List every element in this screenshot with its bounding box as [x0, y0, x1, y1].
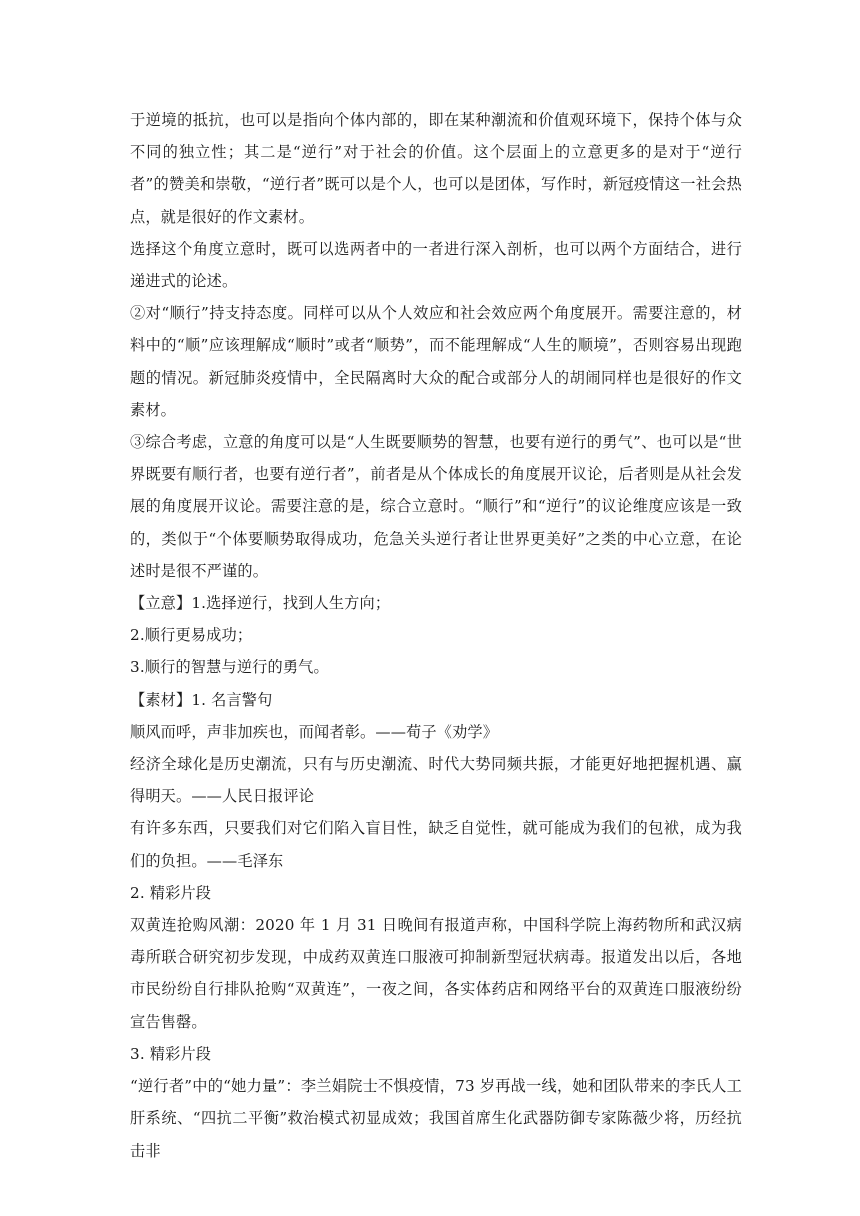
- paragraph-angle-choice: 选择这个角度立意时，既可以选两者中的一者进行深入剖析，也可以两个方面结合，进行递进式的论述。: [130, 239, 742, 291]
- paragraph-shunxing-support: ②对“顺行”持支持态度。同样可以从个人效应和社会效应两个角度展开。需要注意的，材料中的“顺”应该理解成“顺时”或者“顺势”，而不能理解成“人生的顺境”，否则容易出现跑题的情况。新冠肺炎疫情中，全民隔离时大众的配合或部分人的胡闹同样也是很好的作文素材。: [130, 304, 742, 419]
- quote-mao: 有许多东西，只要我们对它们陷入盲目性，缺乏自觉性，就可能成为我们的包袱，成为我们的负担。——毛泽东: [130, 819, 742, 870]
- heading-sucai-quotes: 【素材】1. 名言警句: [130, 690, 273, 709]
- document-body: [130, 104, 742, 1167]
- heading-excerpt-3: 3. 精彩片段: [130, 1044, 212, 1063]
- paragraph-liyi-1: 【立意】1.选择逆行，找到人生方向；: [130, 594, 391, 613]
- paragraph-liyi-3: 3.顺行的智慧与逆行的勇气。: [130, 658, 329, 677]
- paragraph-shuanghuanglian: 双黄连抢购风潮：2020 年 1 月 31 日晚间有报道声称，中国科学院上海药物所和武汉病毒所联合研究初步发现，中成药双黄连口服液可抑制新型冠状病毒。报道发出以后，各地市民纷纷自行排队抢购“双黄连”，一夜之间，各实体药店和网络平台的双黄连口服液纷纷宣告售罄。: [130, 916, 742, 1031]
- quote-renmin-ribao: 经济全球化是历史潮流，只有与历史潮流、时代大势同频共振，才能更好地把握机遇、赢得明天。——人民日报评论: [130, 755, 742, 806]
- paragraph-combined: ③综合考虑，立意的角度可以是“人生既要顺势的智慧，也要有逆行的勇气”、也可以是“世界既要有顺行者，也要有逆行者”，前者是从个体成长的角度展开议论，后者则是从社会发展的角度展开议论。需要注意的是，综合立意时。“顺行”和“逆行”的议论维度应该是一致的，类似于“个体要顺势取得成功，危急关头逆行者让世界更美好”之类的中心立意，在论述时是很不严谨的。: [130, 433, 742, 580]
- paragraph-liyi-2: 2.顺行更易成功；: [130, 626, 253, 645]
- paragraph-niexing-value: 于逆境的抵抗，也可以是指向个体内部的，即在某种潮流和价值观环境下，保持个体与众不同的独立性；其二是“逆行”对于社会的价值。这个层面上的立意更多的是对于“逆行者”的赞美和崇敬，“逆行者”既可以是个人，也可以是团体，写作时，新冠疫情这一社会热点，就是很好的作文素材。: [130, 111, 742, 226]
- heading-excerpt-2: 2. 精彩片段: [130, 883, 212, 902]
- paragraph-ta-liliang: “逆行者”中的“她力量”：李兰娟院士不惧疫情，73 岁再战一线，她和团队带来的李氏人工肝系统、“四抗二平衡”救治模式初显成效；我国首席生化武器防御专家陈薇少将，历经抗击非: [130, 1077, 742, 1160]
- quote-xunzi: 顺风而呼，声非加疾也，而闻者彰。——荀子《劝学》: [130, 722, 499, 741]
